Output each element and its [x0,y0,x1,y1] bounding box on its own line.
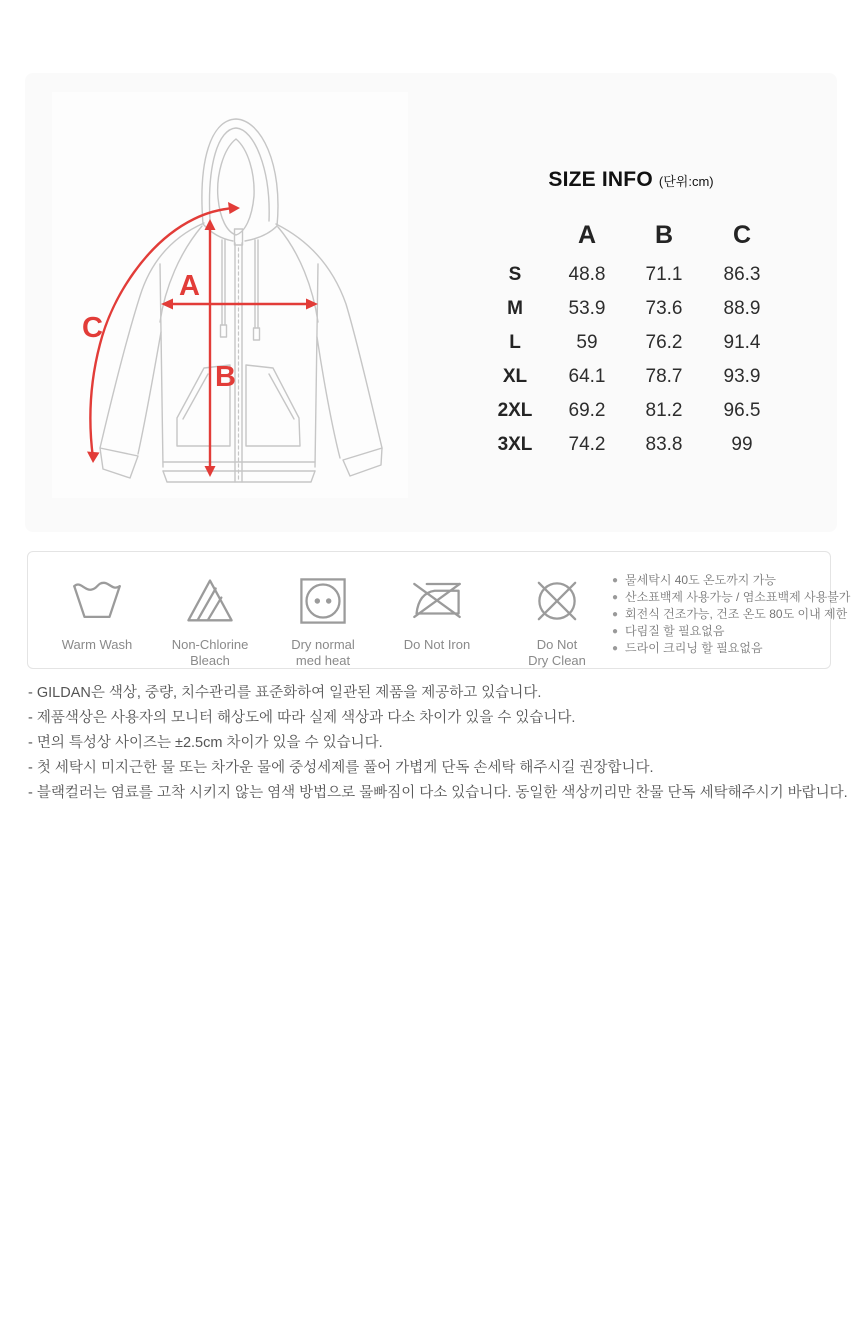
cell-xl-c: 93.9 [723,366,761,387]
cell-2xl-b: 81.2 [645,400,683,421]
care-label-line2: Dry Clean [528,653,586,668]
cell-l-a: 59 [576,332,598,353]
cell-3xl-c: 99 [731,434,753,455]
warm-wash-icon [72,576,122,626]
bullet-dot-icon: ● [612,643,619,654]
care-bullet [612,640,850,657]
care-bullet-text: 물세탁시 40도 온도까지 가능 [625,573,776,587]
cell-2xl-a: 69.2 [568,400,606,421]
care-bullet-text: 산소표백제 사용가능 / 염소표백제 사용불가 [625,590,851,604]
cell-s-b: 71.1 [645,264,683,285]
cell-m-c: 88.9 [723,298,761,319]
note-line: - 면의 특성상 사이즈는 ±2.5cm 차이가 있을 수 있습니다. [28,735,383,751]
size-table-title [458,168,804,192]
care-bullet [612,572,850,589]
note-line: - 첫 세탁시 미지근한 물 또는 차가운 물에 중성세제를 풀어 가볍게 단독 손세탁 해주시길 권장합니다. [28,760,654,776]
non-chlorine-bleach-icon [185,576,235,626]
care-label-line1: Dry normal [291,637,355,652]
size-info-heading: SIZE INFO [548,168,653,191]
hoodie-illustration [52,92,408,498]
measure-label-b: B [215,361,236,393]
care-item-tumble-dry [267,552,379,669]
care-item-non-chlorine-bleach [154,552,266,669]
tumble-dry-medium-icon [298,576,348,626]
care-bullet-text: 드라이 크리닝 할 필요없음 [625,641,763,655]
care-bullet [612,589,850,606]
row-label-l: L [509,332,521,353]
measure-label-a: A [179,270,200,302]
care-bullet-list [612,572,850,657]
note-line: - 블랙컬러는 염료를 고착 시키지 않는 염색 방법으로 물빠짐이 다소 있습니다. 동일한 색상끼리만 찬물 단독 세탁해주시기 바랍니다. [28,785,848,801]
size-table [458,168,804,462]
cell-l-c: 91.4 [723,332,761,353]
care-label-line1: Non-Chlorine [171,637,249,652]
product-notes [28,681,848,806]
row-label-m: M [507,298,523,319]
care-bullet-text: 회전식 건조가능, 건조 온도 80도 이내 제한 [625,607,848,621]
row-label-2xl: 2XL [497,400,533,421]
bullet-dot-icon: ● [612,609,619,620]
corner-cell [481,212,549,258]
do-not-iron-icon [412,576,462,626]
cell-2xl-c: 96.5 [723,400,761,421]
care-bullet-text: 다림질 할 필요없음 [625,624,725,638]
care-label-line1: Do Not Iron [403,637,471,652]
care-item-do-not-iron [381,552,493,653]
row-label-3xl: 3XL [497,434,533,455]
hoodie-measurement-diagram [52,92,408,498]
column-header-c: C [732,220,752,249]
bullet-dot-icon: ● [612,592,619,603]
note-line: - GILDAN은 색상, 중량, 치수관리를 표준화하여 일관된 제품을 제공하고 있습니다. [28,685,542,701]
row-label-s: S [508,264,522,285]
care-instructions-card [27,551,851,669]
note-line: - 제품색상은 사용자의 모니터 해상도에 따라 실제 색상과 다소 차이가 있을 수 있습니다. [28,710,576,726]
size-grid [458,212,804,462]
bullet-dot-icon: ● [612,626,619,637]
size-info-card [25,73,837,532]
care-bullet [612,606,850,623]
size-unit-label: (단위:cm) [658,174,714,189]
cell-3xl-a: 74.2 [568,434,606,455]
care-label-line1: Do Not [536,637,578,652]
cell-xl-b: 78.7 [645,366,683,387]
cell-s-c: 86.3 [723,264,761,285]
do-not-dry-clean-icon [532,576,582,626]
care-label-line2: med heat [295,653,351,668]
cell-m-b: 73.6 [645,298,683,319]
column-header-a: A [577,220,597,249]
measure-label-c: C [82,312,103,344]
care-bullet [612,623,850,640]
cell-xl-a: 64.1 [568,366,606,387]
care-label-line2: Bleach [190,653,230,668]
cell-m-a: 53.9 [568,298,606,319]
care-label-line1: Warm Wash [61,637,133,652]
cell-3xl-b: 83.8 [645,434,683,455]
cell-s-a: 48.8 [568,264,606,285]
care-item-do-not-dry-clean [501,552,613,669]
bullet-dot-icon: ● [612,575,619,586]
cell-l-b: 76.2 [645,332,683,353]
column-header-b: B [654,220,674,249]
row-label-xl: XL [502,366,528,387]
care-item-warm-wash [41,552,153,653]
